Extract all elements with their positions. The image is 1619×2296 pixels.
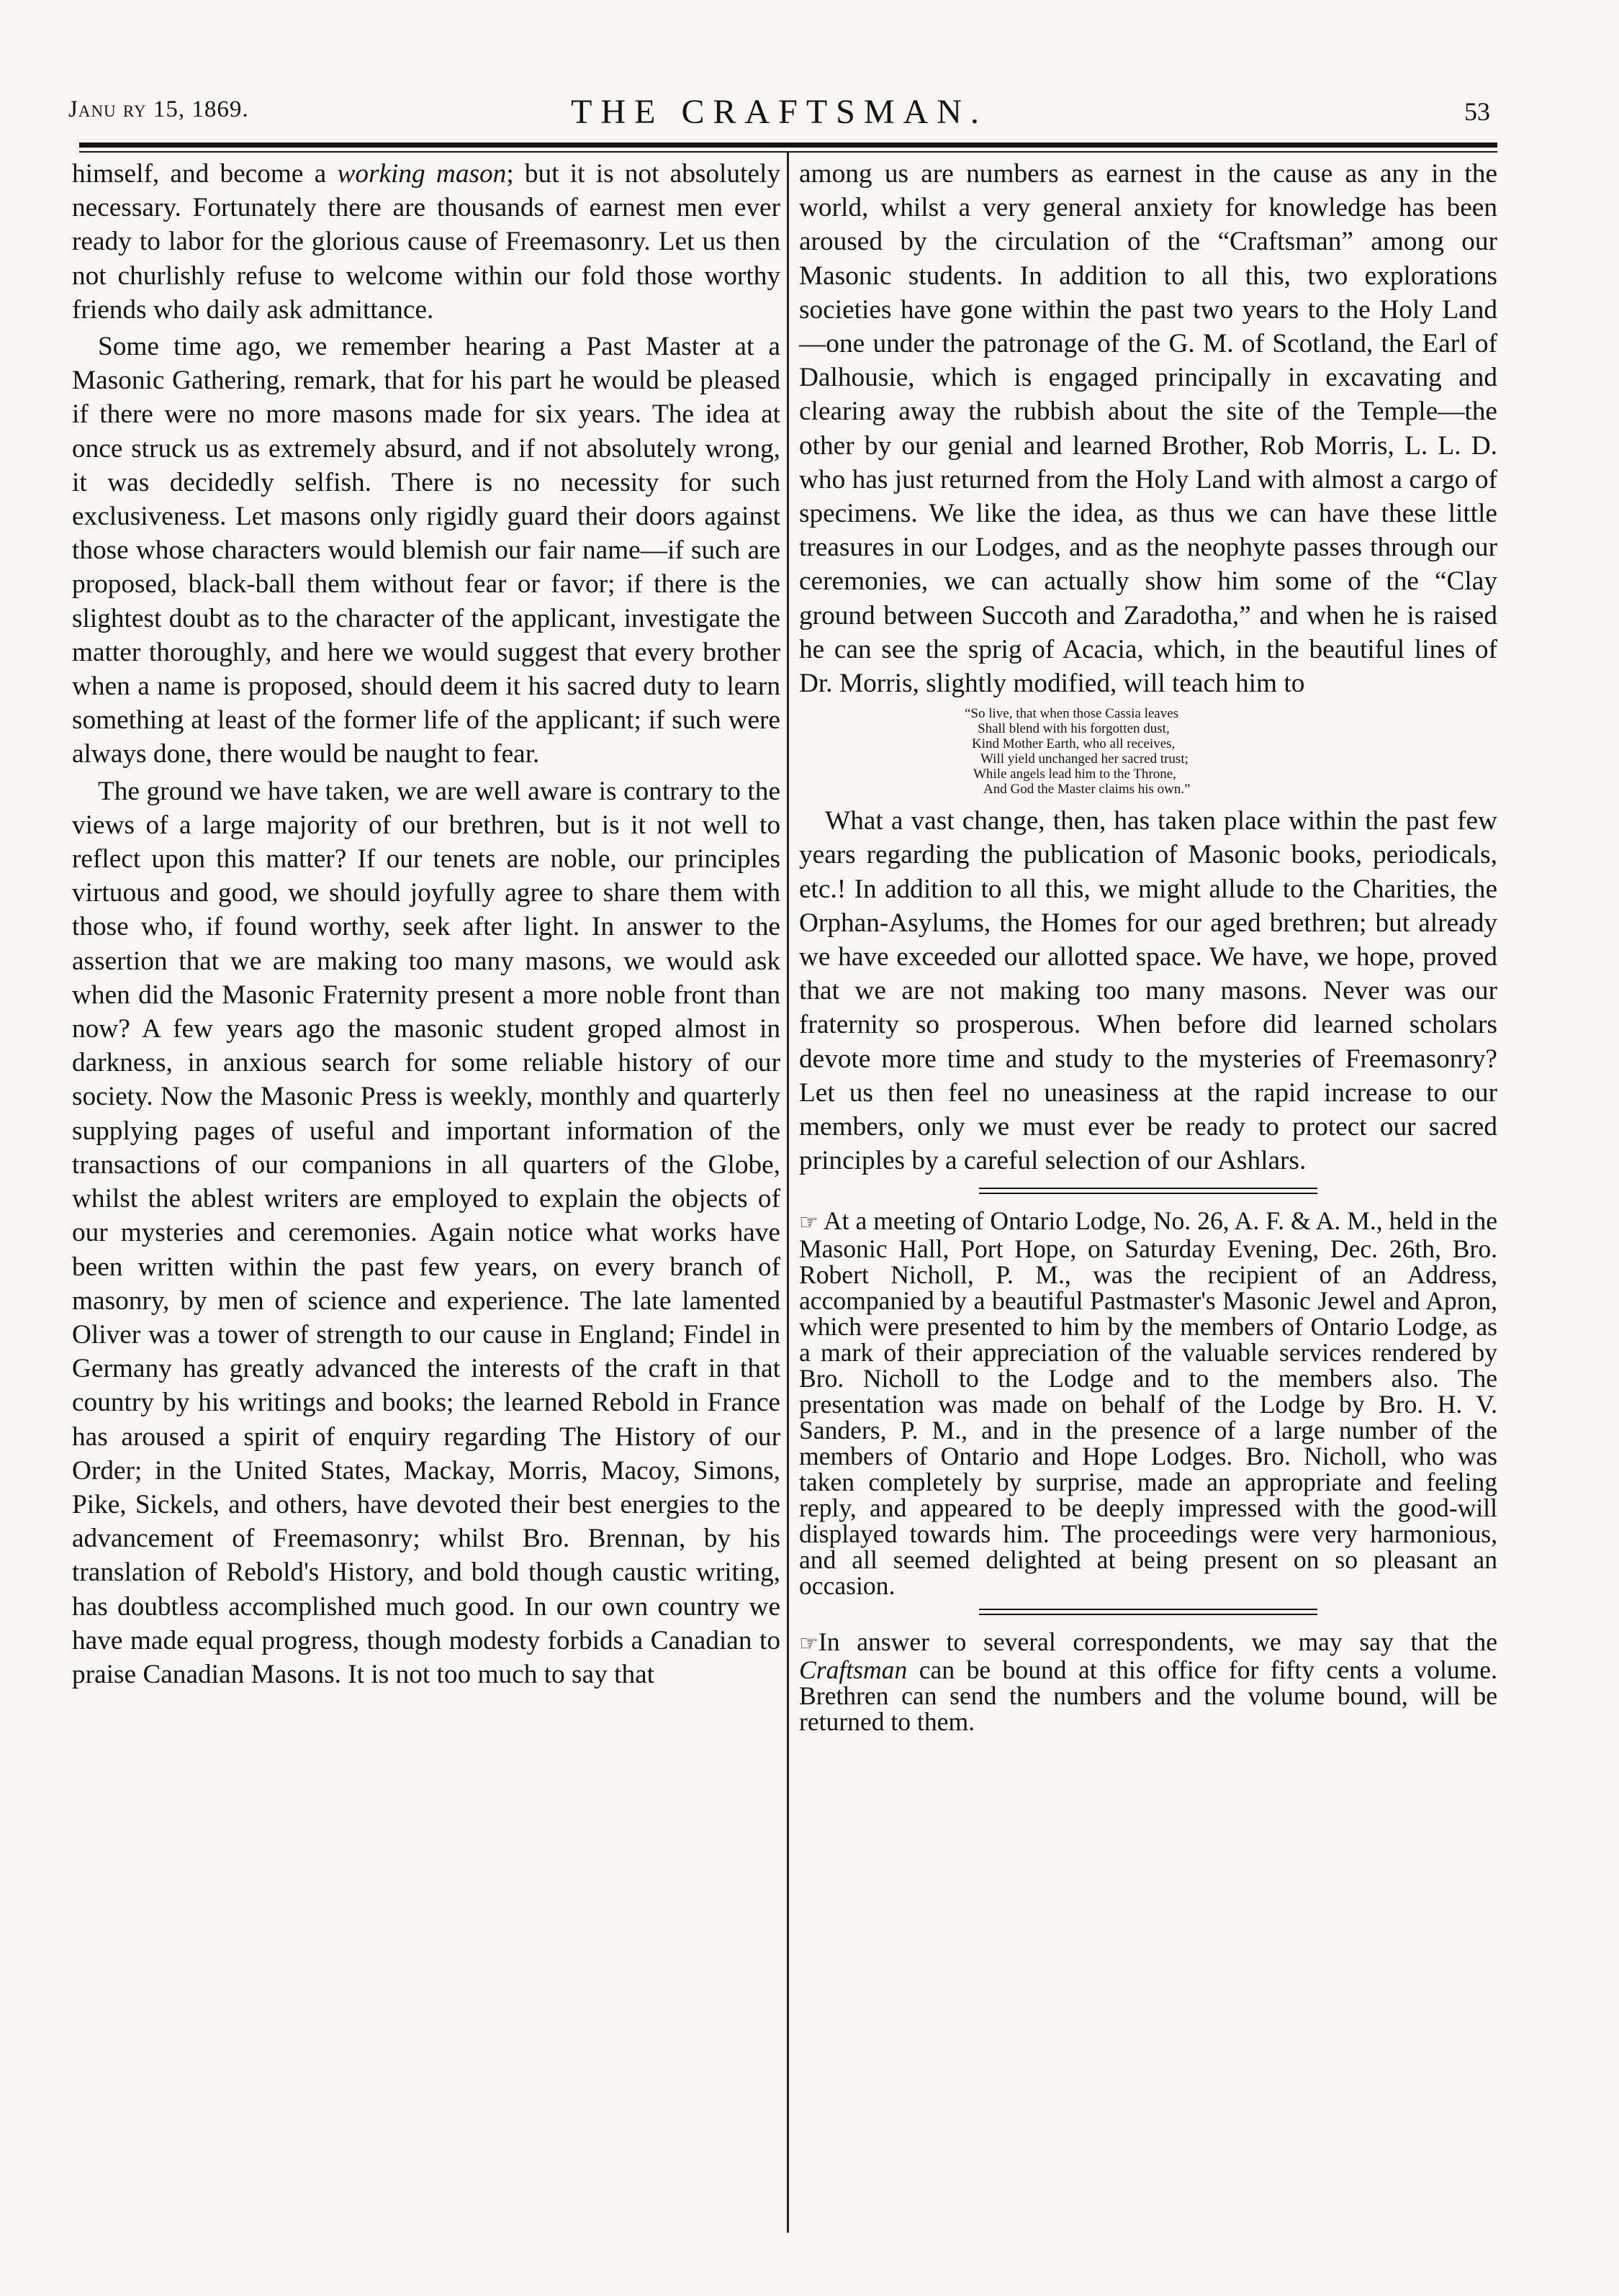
italic-text-run: Craftsman (799, 1655, 908, 1685)
text-run: himself, and become a (72, 159, 338, 189)
pointing-hand-icon: ☞ (799, 1631, 818, 1657)
left-paragraph-1 (72, 157, 780, 327)
column-divider (787, 153, 789, 2233)
pointing-hand-icon: ☞ (799, 1210, 818, 1236)
masthead-title: THE CRAFTSMAN. (571, 93, 988, 131)
right-column (799, 157, 1497, 1735)
verse-line: Kind Mother Earth, who all receives, (972, 736, 1176, 752)
running-header (68, 92, 1490, 143)
issue-date: Janu ry 15, 1869. (68, 96, 249, 122)
verse-line: While angels lead him to the Throne, (973, 767, 1176, 782)
text-run: ; but it is not absolutely necessary. Fortunately there are thousands of earnest men ever ready to labor for the glorious cause of Freemasonry. Let us then not churlishly refuse to welcome within our fold those worthy friends who daily ask admittance. (72, 159, 780, 325)
verse-line: Will yield unchanged her sacred trust; (980, 751, 1189, 767)
verse-quote (799, 706, 1497, 797)
verse-line: Shall blend with his forgotten dust, (978, 721, 1170, 737)
section-separator (799, 1188, 1497, 1196)
section-separator (799, 1609, 1497, 1617)
left-paragraph-2: Some time ago, we remember hearing a Past Master at a Masonic Gathering, remark, that for his part he would be pleased if there were no more masons made for six years. The idea at once struck us as extremely absurd, and if not absolutely wrong, it was decidedly selfish. There is no necessity for such exclusiveness. Let masons only rigidly guard their doors against those whose characters would blemish our fair name—if such are proposed, black-ball them without fear or favor; if there is the slightest doubt as to the character of the applicant, investigate the matter thoroughly, and here we would suggest that every brother when a name is proposed, should deem it his sacred duty to learn something at least of the former life of the applicant; if such were always done, there would be naught to fear. (72, 332, 780, 769)
verse-line: “So live, that when those Cassia leaves (965, 706, 1179, 722)
left-paragraph-3: The ground we have taken, we are well aware is contrary to the views of a large majority of our brethren, but is it not well to reflect upon this matter? If our tenets are noble, our principles virtuous and good, we should joyfully agree to share them with those who, if found worthy, seek after light. In answer to the assertion that we are making too many masons, we would ask when did the Masonic Fraternity present a more noble front than now? A few years ago the masonic student groped almost in darkness, in anxious search for some reliable history of our society. Now the Masonic Press is weekly, monthly and quarterly supplying pages of useful and important information of the transactions of our companions in all quarters of the Globe, whilst the ablest writers are employed to explain the objects of our mysteries and ceremonies. Again notice what works have been written within the past few years, on every branch of masonry, by men of science and experience. The late lamented Oliver was a tower of strength to our cause in England; Findel in Germany has greatly advanced the interests of the craft in that country by his writings and books; the learned Rebold in France has aroused a spirit of enquiry regarding The History of our Order; in the United States, Mackay, Morris, Macoy, Simons, Pike, Sickels, and others, have devoted their best energies to the advancement of Freemasonry; whilst Bro. Brennan, by his translation of Rebold's History, and bold though caustic writing, has doubtless accomplished much good. In our own country we have made equal progress, though modesty forbids a Canadian to praise Canadian Masons. It is not too much to say that (72, 776, 780, 1689)
right-paragraph-1: among us are numbers as earnest in the cause as any in the world, whilst a very general anxiety for knowledge has been aroused by the circulation of the “Craftsman” among our Masonic students. In addition to all this, two explorations societies have gone within the past two years to the Holy Land—one under the patronage of the G. M. of Scotland, the Earl of Dalhousie, which is engaged principally in excavating and clearing away the rubbish about the site of the Temple—the other by our genial and learned Brother, Rob Morris, L. L. D. who has just returned from the Holy Land with almost a cargo of specimens. We like the idea, as thus we can have these little treasures in our Lodges, and as the neophyte passes through our ceremonies, we can actually show him some of the “Clay ground between Succoth and Zaradotha,” and when he is raised he can see the sprig of Acacia, which, in the beautiful lines of Dr. Morris, slightly modified, will teach him to (799, 159, 1497, 699)
lodge-notice (799, 1208, 1497, 1599)
text-run: At a meeting of Ontario Lodge, No. 26, A. F. & A. M., held in the Masonic Hall, Port Hope, on Saturday Evening, Dec. 26th, Bro. Robert Nicholl, P. M., was the recipient of an Address, accompanied by a beautiful Pastmaster's Masonic Jewel and Apron, which were presented to him by the members of Ontario Lodge, as a mark of their appreciation of the valuable services rendered by Bro. Nicholl to the Lodge and to the members also. The presentation was made on behalf of the Lodge by Bro. H. V. Sanders, P. M., and in the presence of a large number of the members of Ontario and Hope Lodges. Bro. Nicholl, who was taken completely by surprise, made an appropriate and feeling reply, and appeared to be deeply impressed with the good-will displayed towards him. The proceedings were very harmonious, and all seemed delighted at being present on so pleasant an occasion. (799, 1206, 1497, 1601)
binding-notice (799, 1629, 1497, 1735)
verse-line: And God the Master claims his own.” (983, 782, 1191, 797)
text-run: can be bound at this office for fifty cents a volume. Brethren can send the numbers and the volume bound, will be returned to them. (799, 1655, 1497, 1737)
left-column (72, 157, 780, 1691)
page-number: 53 (1464, 97, 1490, 126)
right-paragraph-2: What a vast change, then, has taken place within the past few years regarding the publication of Masonic books, periodicals, etc.! In addition to all this, we might allude to the Charities, the Orphan-Asylums, the Homes for our aged brethren; but already we have exceeded our allotted space. We have, we hope, proved that we are not making too many masons. Never was our fraternity so prosperous. When before did learned scholars devote more time and study to the mysteries of Freemasonry? Let us then feel no uneasiness at the rapid increase to our members, only we must ever be ready to protect our sacred principles by a careful selection of our Ashlars. (799, 806, 1497, 1176)
header-rule-thick (79, 143, 1497, 148)
italic-text-run: working mason (337, 159, 507, 189)
text-run: In answer to several correspondents, we may say that the (818, 1627, 1497, 1657)
